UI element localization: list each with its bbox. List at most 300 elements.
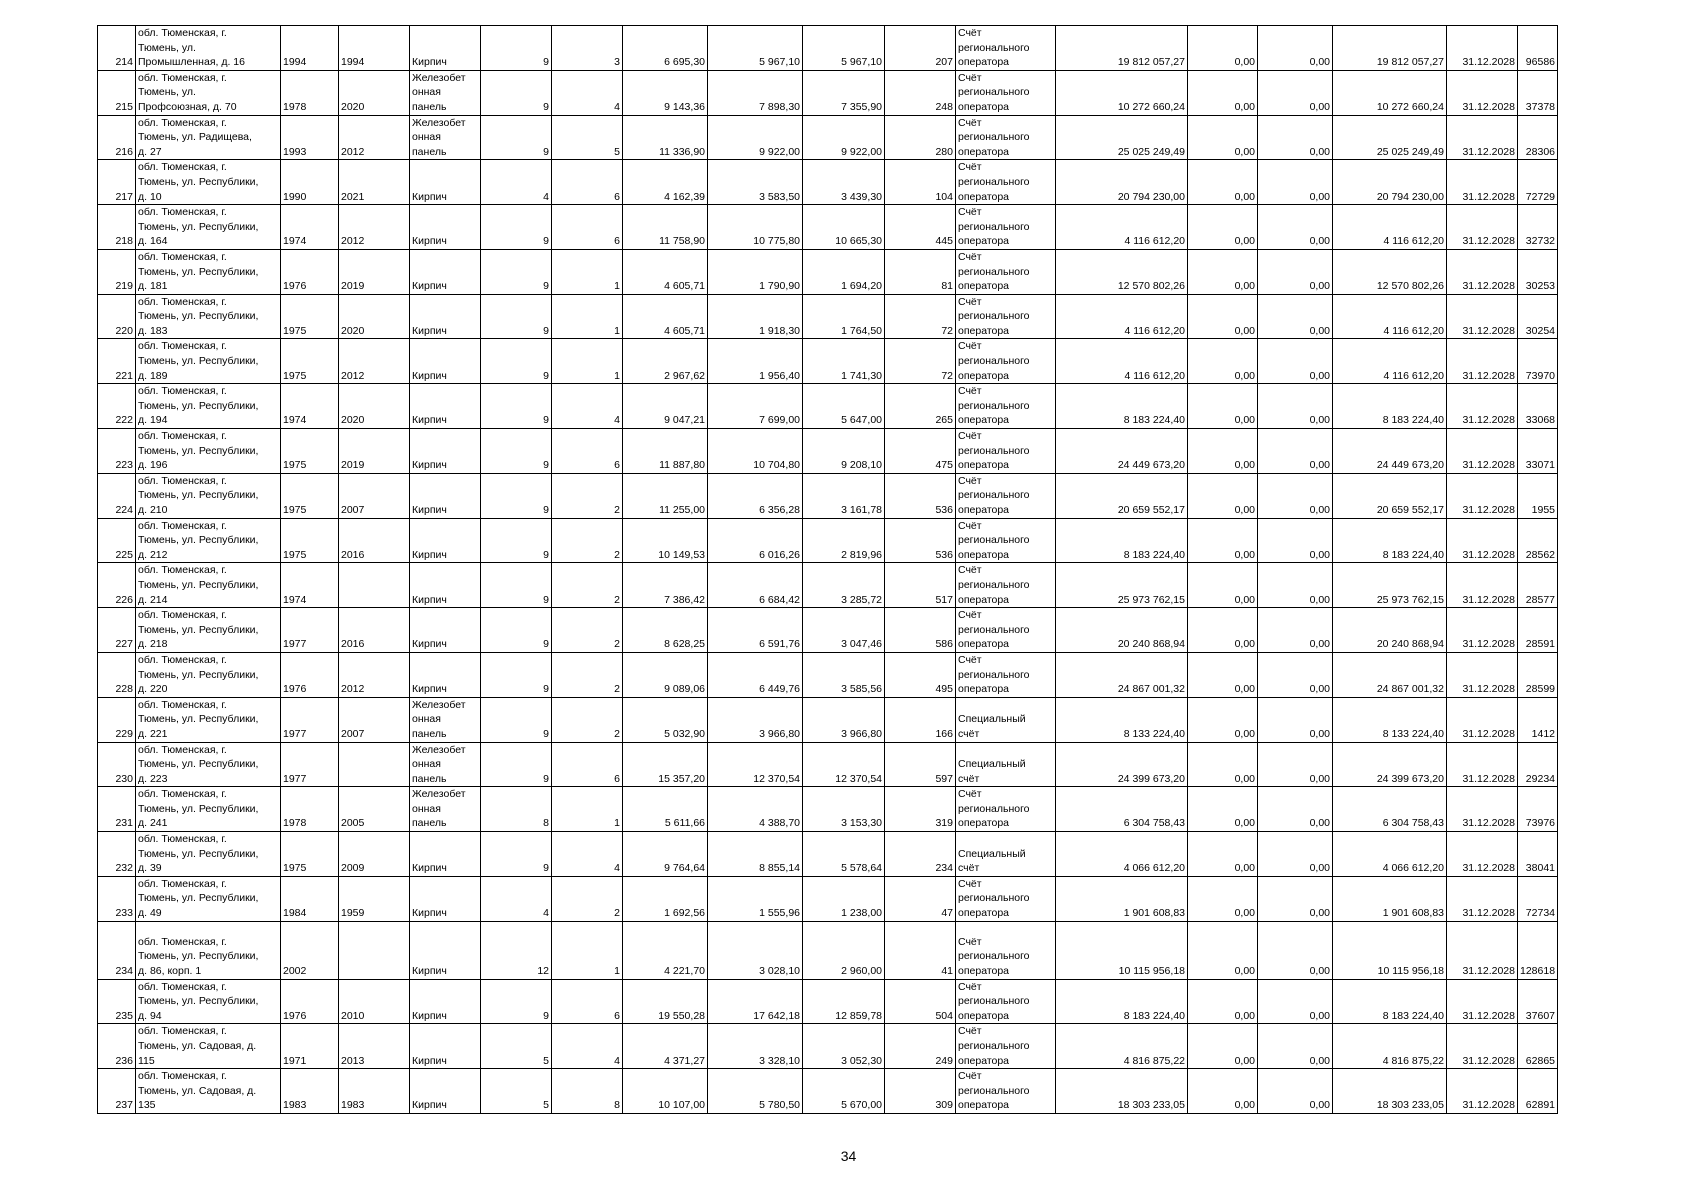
- table-row: [98, 979, 1558, 1024]
- entrances-cell: 3: [552, 26, 623, 71]
- residential-area-cell: 3 161,78: [803, 473, 885, 518]
- residents-cell: 72: [885, 339, 956, 384]
- fund-a-cell: 0,00: [1188, 26, 1258, 71]
- total-area-cell: 11 336,90: [623, 115, 708, 160]
- build-year-cell: 1978: [281, 70, 339, 115]
- repair-year-cell: 2012: [339, 652, 410, 697]
- floors-cell: 9: [481, 384, 552, 429]
- deadline-cell: 31.12.2028: [1447, 26, 1518, 71]
- fund-method-cell: Счёт регионального оператора: [956, 608, 1056, 653]
- build-year-cell: 1977: [281, 742, 339, 787]
- floors-cell: 9: [481, 652, 552, 697]
- deadline-cell: 31.12.2028: [1447, 921, 1518, 979]
- fund-b-cell: 0,00: [1258, 205, 1333, 250]
- residents-cell: 319: [885, 787, 956, 832]
- house-id-cell: 1412: [1518, 697, 1558, 742]
- address-cell: обл. Тюменская, г. Тюмень, ул. Республики, д. 218: [136, 608, 281, 653]
- owners-cost-cell: 8 133 224,40: [1333, 697, 1447, 742]
- table-row: [98, 921, 1558, 979]
- fund-b-cell: 0,00: [1258, 26, 1333, 71]
- residents-cell: 495: [885, 652, 956, 697]
- fund-method-cell: Счёт регионального оператора: [956, 160, 1056, 205]
- fund-method-cell: Счёт регионального оператора: [956, 26, 1056, 71]
- table-row: [98, 608, 1558, 653]
- address-cell: обл. Тюменская, г. Тюмень, ул. Радищева, д. 27: [136, 115, 281, 160]
- total-cost-cell: 1 901 608,83: [1056, 876, 1188, 921]
- repair-year-cell: 2020: [339, 384, 410, 429]
- row-number-cell: 236: [98, 1024, 136, 1069]
- wall-material-cell: Железобет онная панель: [410, 70, 481, 115]
- build-year-cell: 1984: [281, 876, 339, 921]
- fund-method-cell: Счёт регионального оператора: [956, 339, 1056, 384]
- deadline-cell: 31.12.2028: [1447, 115, 1518, 160]
- floors-cell: 9: [481, 518, 552, 563]
- fund-method-cell: Счёт регионального оператора: [956, 652, 1056, 697]
- wall-material-cell: Кирпич: [410, 1024, 481, 1069]
- house-id-cell: 72734: [1518, 876, 1558, 921]
- owners-cost-cell: 18 303 233,05: [1333, 1069, 1447, 1114]
- fund-a-cell: 0,00: [1188, 832, 1258, 877]
- total-cost-cell: 20 794 230,00: [1056, 160, 1188, 205]
- fund-a-cell: 0,00: [1188, 473, 1258, 518]
- deadline-cell: 31.12.2028: [1447, 742, 1518, 787]
- wall-material-cell: Кирпич: [410, 339, 481, 384]
- deadline-cell: 31.12.2028: [1447, 429, 1518, 474]
- floors-cell: 9: [481, 249, 552, 294]
- repair-year-cell: 2007: [339, 697, 410, 742]
- residential-area-cell: 5 967,10: [803, 26, 885, 71]
- wall-material-cell: Кирпич: [410, 384, 481, 429]
- repair-year-cell: 2016: [339, 518, 410, 563]
- build-year-cell: 1993: [281, 115, 339, 160]
- fund-a-cell: 0,00: [1188, 921, 1258, 979]
- premises-area-cell: 5 967,10: [708, 26, 803, 71]
- entrances-cell: 6: [552, 979, 623, 1024]
- address-cell: обл. Тюменская, г. Тюмень, ул. Республики, д. 212: [136, 518, 281, 563]
- repair-year-cell: 2019: [339, 429, 410, 474]
- premises-area-cell: 9 922,00: [708, 115, 803, 160]
- residents-cell: 597: [885, 742, 956, 787]
- fund-method-cell: Счёт регионального оператора: [956, 979, 1056, 1024]
- premises-area-cell: 17 642,18: [708, 979, 803, 1024]
- residential-area-cell: 3 966,80: [803, 697, 885, 742]
- wall-material-cell: Кирпич: [410, 160, 481, 205]
- residential-area-cell: 5 670,00: [803, 1069, 885, 1114]
- build-year-cell: 1994: [281, 26, 339, 71]
- deadline-cell: 31.12.2028: [1447, 697, 1518, 742]
- owners-cost-cell: 24 399 673,20: [1333, 742, 1447, 787]
- build-year-cell: 2002: [281, 921, 339, 979]
- residents-cell: 536: [885, 518, 956, 563]
- house-id-cell: 33068: [1518, 384, 1558, 429]
- build-year-cell: 1974: [281, 384, 339, 429]
- house-id-cell: 62865: [1518, 1024, 1558, 1069]
- premises-area-cell: 4 388,70: [708, 787, 803, 832]
- premises-area-cell: 3 966,80: [708, 697, 803, 742]
- total-cost-cell: 8 183 224,40: [1056, 979, 1188, 1024]
- fund-a-cell: 0,00: [1188, 70, 1258, 115]
- repair-year-cell: 2021: [339, 160, 410, 205]
- owners-cost-cell: 24 449 673,20: [1333, 429, 1447, 474]
- row-number-cell: 232: [98, 832, 136, 877]
- floors-cell: 9: [481, 979, 552, 1024]
- address-cell: обл. Тюменская, г. Тюмень, ул. Республики, д. 214: [136, 563, 281, 608]
- deadline-cell: 31.12.2028: [1447, 339, 1518, 384]
- fund-a-cell: 0,00: [1188, 563, 1258, 608]
- wall-material-cell: Кирпич: [410, 608, 481, 653]
- table-row: [98, 832, 1558, 877]
- fund-b-cell: 0,00: [1258, 1069, 1333, 1114]
- premises-area-cell: 6 684,42: [708, 563, 803, 608]
- total-area-cell: 2 967,62: [623, 339, 708, 384]
- fund-b-cell: 0,00: [1258, 921, 1333, 979]
- table-row: [98, 339, 1558, 384]
- fund-method-cell: Счёт регионального оператора: [956, 115, 1056, 160]
- fund-method-cell: Счёт регионального оператора: [956, 1024, 1056, 1069]
- total-cost-cell: 6 304 758,43: [1056, 787, 1188, 832]
- deadline-cell: 31.12.2028: [1447, 608, 1518, 653]
- build-year-cell: 1990: [281, 160, 339, 205]
- table-row: [98, 70, 1558, 115]
- build-year-cell: 1977: [281, 697, 339, 742]
- fund-a-cell: 0,00: [1188, 115, 1258, 160]
- residents-cell: 81: [885, 249, 956, 294]
- wall-material-cell: Железобет онная панель: [410, 697, 481, 742]
- build-year-cell: 1976: [281, 979, 339, 1024]
- fund-b-cell: 0,00: [1258, 652, 1333, 697]
- total-cost-cell: 4 116 612,20: [1056, 205, 1188, 250]
- fund-b-cell: 0,00: [1258, 429, 1333, 474]
- owners-cost-cell: 4 116 612,20: [1333, 205, 1447, 250]
- entrances-cell: 5: [552, 115, 623, 160]
- row-number-cell: 222: [98, 384, 136, 429]
- wall-material-cell: Кирпич: [410, 429, 481, 474]
- build-year-cell: 1975: [281, 429, 339, 474]
- table-row: [98, 473, 1558, 518]
- table-row: [98, 787, 1558, 832]
- premises-area-cell: 6 016,26: [708, 518, 803, 563]
- build-year-cell: 1975: [281, 473, 339, 518]
- fund-b-cell: 0,00: [1258, 473, 1333, 518]
- deadline-cell: 31.12.2028: [1447, 70, 1518, 115]
- row-number-cell: 226: [98, 563, 136, 608]
- address-cell: обл. Тюменская, г. Тюмень, ул. Республики, д. 183: [136, 294, 281, 339]
- entrances-cell: 1: [552, 339, 623, 384]
- address-cell: обл. Тюменская, г. Тюмень, ул. Республики, д. 49: [136, 876, 281, 921]
- total-cost-cell: 12 570 802,26: [1056, 249, 1188, 294]
- build-year-cell: 1975: [281, 518, 339, 563]
- address-cell: обл. Тюменская, г. Тюмень, ул. Республики, д. 194: [136, 384, 281, 429]
- row-number-cell: 218: [98, 205, 136, 250]
- repair-year-cell: 2012: [339, 115, 410, 160]
- residents-cell: 207: [885, 26, 956, 71]
- entrances-cell: 6: [552, 205, 623, 250]
- owners-cost-cell: 19 812 057,27: [1333, 26, 1447, 71]
- entrances-cell: 1: [552, 249, 623, 294]
- fund-a-cell: 0,00: [1188, 876, 1258, 921]
- fund-a-cell: 0,00: [1188, 608, 1258, 653]
- fund-b-cell: 0,00: [1258, 518, 1333, 563]
- repair-year-cell: 2020: [339, 294, 410, 339]
- deadline-cell: 31.12.2028: [1447, 979, 1518, 1024]
- residential-area-cell: 3 153,30: [803, 787, 885, 832]
- residential-area-cell: 3 439,30: [803, 160, 885, 205]
- floors-cell: 9: [481, 832, 552, 877]
- house-id-cell: 28599: [1518, 652, 1558, 697]
- row-number-cell: 216: [98, 115, 136, 160]
- row-number-cell: 215: [98, 70, 136, 115]
- total-area-cell: 11 255,00: [623, 473, 708, 518]
- residential-area-cell: 1 694,20: [803, 249, 885, 294]
- entrances-cell: 2: [552, 563, 623, 608]
- total-area-cell: 10 149,53: [623, 518, 708, 563]
- premises-area-cell: 1 790,90: [708, 249, 803, 294]
- fund-b-cell: 0,00: [1258, 787, 1333, 832]
- entrances-cell: 1: [552, 921, 623, 979]
- deadline-cell: 31.12.2028: [1447, 787, 1518, 832]
- residents-cell: 309: [885, 1069, 956, 1114]
- repair-year-cell: 2010: [339, 979, 410, 1024]
- repair-year-cell: 2009: [339, 832, 410, 877]
- build-year-cell: 1977: [281, 608, 339, 653]
- row-number-cell: 228: [98, 652, 136, 697]
- owners-cost-cell: 4 816 875,22: [1333, 1024, 1447, 1069]
- build-year-cell: 1975: [281, 832, 339, 877]
- wall-material-cell: Кирпич: [410, 921, 481, 979]
- total-area-cell: 9 047,21: [623, 384, 708, 429]
- page-number: 34: [840, 1148, 857, 1164]
- floors-cell: 9: [481, 205, 552, 250]
- build-year-cell: 1975: [281, 294, 339, 339]
- entrances-cell: 6: [552, 429, 623, 474]
- table-row: [98, 518, 1558, 563]
- floors-cell: 9: [481, 339, 552, 384]
- owners-cost-cell: 24 867 001,32: [1333, 652, 1447, 697]
- premises-area-cell: 7 699,00: [708, 384, 803, 429]
- owners-cost-cell: 8 183 224,40: [1333, 979, 1447, 1024]
- fund-method-cell: Счёт регионального оператора: [956, 921, 1056, 979]
- total-cost-cell: 20 240 868,94: [1056, 608, 1188, 653]
- entrances-cell: 1: [552, 787, 623, 832]
- total-cost-cell: 18 303 233,05: [1056, 1069, 1188, 1114]
- owners-cost-cell: 8 183 224,40: [1333, 384, 1447, 429]
- total-area-cell: 5 611,66: [623, 787, 708, 832]
- house-id-cell: 30253: [1518, 249, 1558, 294]
- build-year-cell: 1976: [281, 652, 339, 697]
- deadline-cell: 31.12.2028: [1447, 205, 1518, 250]
- residents-cell: 249: [885, 1024, 956, 1069]
- table-row: [98, 384, 1558, 429]
- address-cell: обл. Тюменская, г. Тюмень, ул. Республики, д. 210: [136, 473, 281, 518]
- premises-area-cell: 6 449,76: [708, 652, 803, 697]
- owners-cost-cell: 8 183 224,40: [1333, 518, 1447, 563]
- residential-area-cell: 5 578,64: [803, 832, 885, 877]
- residential-area-cell: 2 960,00: [803, 921, 885, 979]
- residents-cell: 504: [885, 979, 956, 1024]
- repair-year-cell: 2013: [339, 1024, 410, 1069]
- residents-cell: 41: [885, 921, 956, 979]
- wall-material-cell: Кирпич: [410, 563, 481, 608]
- residential-area-cell: 1 764,50: [803, 294, 885, 339]
- total-cost-cell: 10 272 660,24: [1056, 70, 1188, 115]
- deadline-cell: 31.12.2028: [1447, 832, 1518, 877]
- residents-cell: 265: [885, 384, 956, 429]
- total-cost-cell: 4 066 612,20: [1056, 832, 1188, 877]
- fund-b-cell: 0,00: [1258, 876, 1333, 921]
- premises-area-cell: 5 780,50: [708, 1069, 803, 1114]
- total-area-cell: 9 143,36: [623, 70, 708, 115]
- house-id-cell: 28306: [1518, 115, 1558, 160]
- floors-cell: 4: [481, 160, 552, 205]
- row-number-cell: 237: [98, 1069, 136, 1114]
- address-cell: обл. Тюменская, г. Тюмень, ул. Республики, д. 221: [136, 697, 281, 742]
- entrances-cell: 4: [552, 1024, 623, 1069]
- repair-year-cell: 2020: [339, 70, 410, 115]
- owners-cost-cell: 10 115 956,18: [1333, 921, 1447, 979]
- repair-year-cell: 2012: [339, 205, 410, 250]
- house-id-cell: 37607: [1518, 979, 1558, 1024]
- row-number-cell: 235: [98, 979, 136, 1024]
- fund-a-cell: 0,00: [1188, 787, 1258, 832]
- house-id-cell: 73970: [1518, 339, 1558, 384]
- residential-area-cell: 1 741,30: [803, 339, 885, 384]
- address-cell: обл. Тюменская, г. Тюмень, ул. Республики, д. 181: [136, 249, 281, 294]
- fund-method-cell: Специальный счёт: [956, 742, 1056, 787]
- wall-material-cell: Кирпич: [410, 1069, 481, 1114]
- entrances-cell: 2: [552, 608, 623, 653]
- residents-cell: 234: [885, 832, 956, 877]
- table-row: [98, 697, 1558, 742]
- house-id-cell: 62891: [1518, 1069, 1558, 1114]
- fund-a-cell: 0,00: [1188, 429, 1258, 474]
- repair-year-cell: 2007: [339, 473, 410, 518]
- residential-area-cell: 2 819,96: [803, 518, 885, 563]
- fund-method-cell: Счёт регионального оператора: [956, 563, 1056, 608]
- residents-cell: 586: [885, 608, 956, 653]
- table-body: [98, 26, 1558, 1114]
- floors-cell: 12: [481, 921, 552, 979]
- table-row: [98, 249, 1558, 294]
- house-id-cell: 128618: [1518, 921, 1558, 979]
- housing-table: [97, 25, 1558, 1114]
- row-number-cell: 225: [98, 518, 136, 563]
- floors-cell: 9: [481, 70, 552, 115]
- residential-area-cell: 5 647,00: [803, 384, 885, 429]
- repair-year-cell: [339, 742, 410, 787]
- wall-material-cell: Кирпич: [410, 832, 481, 877]
- floors-cell: 5: [481, 1069, 552, 1114]
- total-area-cell: 15 357,20: [623, 742, 708, 787]
- wall-material-cell: Железобет онная панель: [410, 115, 481, 160]
- table-row: [98, 1024, 1558, 1069]
- fund-b-cell: 0,00: [1258, 979, 1333, 1024]
- owners-cost-cell: 20 240 868,94: [1333, 608, 1447, 653]
- row-number-cell: 231: [98, 787, 136, 832]
- residential-area-cell: 7 355,90: [803, 70, 885, 115]
- total-area-cell: 4 371,27: [623, 1024, 708, 1069]
- fund-b-cell: 0,00: [1258, 832, 1333, 877]
- row-number-cell: 221: [98, 339, 136, 384]
- fund-a-cell: 0,00: [1188, 384, 1258, 429]
- address-cell: обл. Тюменская, г. Тюмень, ул. Садовая, д. 115: [136, 1024, 281, 1069]
- fund-a-cell: 0,00: [1188, 518, 1258, 563]
- owners-cost-cell: 12 570 802,26: [1333, 249, 1447, 294]
- residential-area-cell: 9 922,00: [803, 115, 885, 160]
- deadline-cell: 31.12.2028: [1447, 518, 1518, 563]
- address-cell: обл. Тюменская, г. Тюмень, ул. Республики, д. 39: [136, 832, 281, 877]
- fund-b-cell: 0,00: [1258, 339, 1333, 384]
- residential-area-cell: 12 859,78: [803, 979, 885, 1024]
- residents-cell: 166: [885, 697, 956, 742]
- total-cost-cell: 4 816 875,22: [1056, 1024, 1188, 1069]
- fund-method-cell: Счёт регионального оператора: [956, 1069, 1056, 1114]
- total-area-cell: 11 758,90: [623, 205, 708, 250]
- residential-area-cell: 12 370,54: [803, 742, 885, 787]
- wall-material-cell: Кирпич: [410, 249, 481, 294]
- house-id-cell: 1955: [1518, 473, 1558, 518]
- build-year-cell: 1978: [281, 787, 339, 832]
- residents-cell: 536: [885, 473, 956, 518]
- owners-cost-cell: 20 794 230,00: [1333, 160, 1447, 205]
- total-cost-cell: 8 183 224,40: [1056, 518, 1188, 563]
- fund-a-cell: 0,00: [1188, 339, 1258, 384]
- fund-b-cell: 0,00: [1258, 563, 1333, 608]
- entrances-cell: 4: [552, 384, 623, 429]
- residents-cell: 517: [885, 563, 956, 608]
- build-year-cell: 1983: [281, 1069, 339, 1114]
- house-id-cell: 29234: [1518, 742, 1558, 787]
- wall-material-cell: Кирпич: [410, 26, 481, 71]
- entrances-cell: 6: [552, 160, 623, 205]
- repair-year-cell: 2005: [339, 787, 410, 832]
- row-number-cell: 230: [98, 742, 136, 787]
- address-cell: обл. Тюменская, г. Тюмень, ул. Садовая, д. 135: [136, 1069, 281, 1114]
- total-cost-cell: 10 115 956,18: [1056, 921, 1188, 979]
- fund-method-cell: Счёт регионального оператора: [956, 473, 1056, 518]
- fund-b-cell: 0,00: [1258, 70, 1333, 115]
- deadline-cell: 31.12.2028: [1447, 1024, 1518, 1069]
- wall-material-cell: Кирпич: [410, 205, 481, 250]
- total-area-cell: 19 550,28: [623, 979, 708, 1024]
- total-cost-cell: 4 116 612,20: [1056, 339, 1188, 384]
- house-id-cell: 37378: [1518, 70, 1558, 115]
- owners-cost-cell: 4 066 612,20: [1333, 832, 1447, 877]
- row-number-cell: 220: [98, 294, 136, 339]
- fund-b-cell: 0,00: [1258, 1024, 1333, 1069]
- residential-area-cell: 9 208,10: [803, 429, 885, 474]
- fund-a-cell: 0,00: [1188, 1024, 1258, 1069]
- owners-cost-cell: 4 116 612,20: [1333, 294, 1447, 339]
- address-cell: обл. Тюменская, г. Тюмень, ул. Республики, д. 10: [136, 160, 281, 205]
- floors-cell: 9: [481, 697, 552, 742]
- total-area-cell: 1 692,56: [623, 876, 708, 921]
- premises-area-cell: 7 898,30: [708, 70, 803, 115]
- total-cost-cell: 24 449 673,20: [1056, 429, 1188, 474]
- wall-material-cell: Кирпич: [410, 473, 481, 518]
- row-number-cell: 217: [98, 160, 136, 205]
- table-row: [98, 160, 1558, 205]
- fund-b-cell: 0,00: [1258, 742, 1333, 787]
- row-number-cell: 214: [98, 26, 136, 71]
- fund-a-cell: 0,00: [1188, 979, 1258, 1024]
- build-year-cell: 1974: [281, 563, 339, 608]
- address-cell: обл. Тюменская, г. Тюмень, ул. Республики, д. 94: [136, 979, 281, 1024]
- total-area-cell: 7 386,42: [623, 563, 708, 608]
- table-row: [98, 876, 1558, 921]
- wall-material-cell: Кирпич: [410, 518, 481, 563]
- floors-cell: 9: [481, 26, 552, 71]
- total-area-cell: 10 107,00: [623, 1069, 708, 1114]
